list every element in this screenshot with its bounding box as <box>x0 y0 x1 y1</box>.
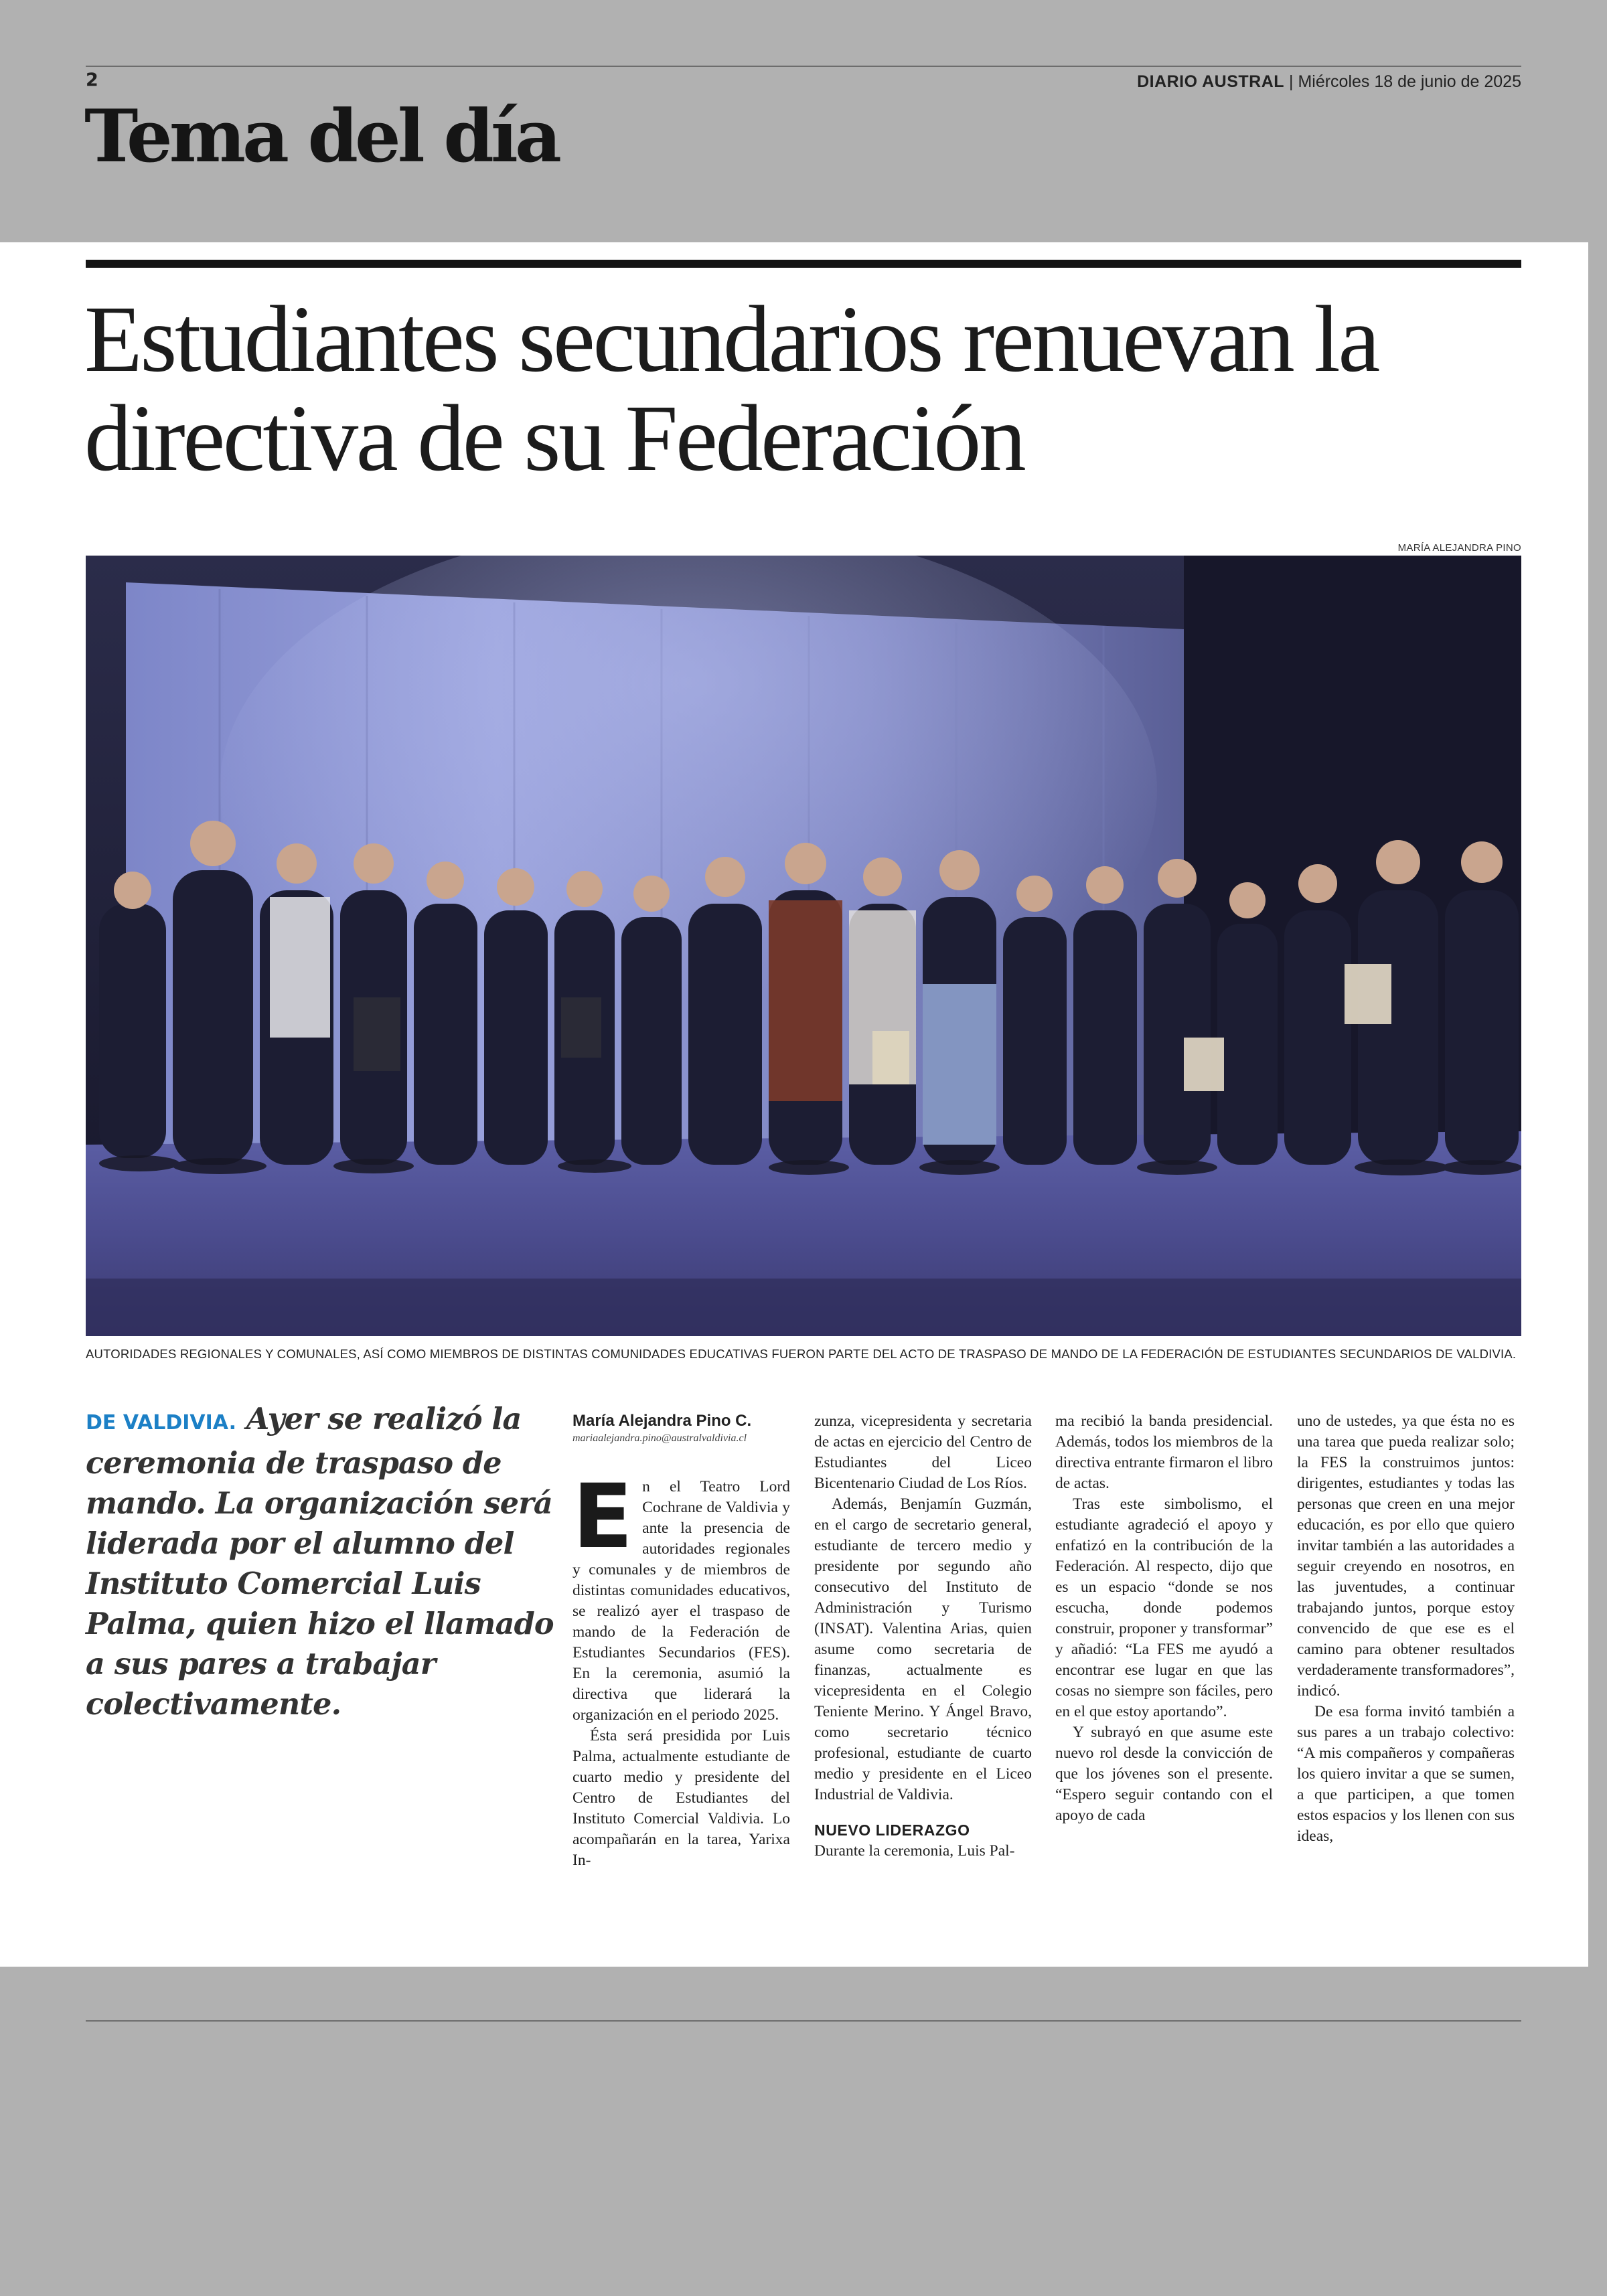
lead-text: Ayer se realizó la ceremonia de traspaso de mando. La organización será liderada por el alumno del Instituto Comercial Luis Palma, quien hizo el llamado a sus pares a trabajar colectivamente. <box>86 1402 554 1722</box>
article-column-3 <box>1055 1411 1273 1826</box>
body-paragraph: zunza, vicepresidenta y secretaria de actas en ejercicio del Centro de Estudiantes del Liceo Bicentenario Ciudad de Los Ríos. <box>814 1412 1032 1492</box>
headline-rule <box>86 260 1521 268</box>
article-lead <box>86 1399 554 1724</box>
body-paragraph: Además, Benjamín Guzmán, en el cargo de secretario general, estudiante de tercero medio y presidente por segundo año consecutivo del Instituto de Administración y Turismo (INSAT). Valentina Arias, quien asume como secretaria de finanzas, actualmente es vicepresidenta en el Colegio Teniente Merino. Y Ángel Bravo, como secretario técnico profesional, estudiante de cuarto medio y presidente en el Liceo Industrial de Valdivia. <box>814 1495 1032 1803</box>
masthead-separator: | <box>1288 72 1298 91</box>
article-column-4 <box>1297 1411 1515 1847</box>
article-photo <box>86 556 1521 1336</box>
page-number: 2 <box>86 70 98 90</box>
byline: María Alejandra Pino C. <box>572 1412 752 1430</box>
top-rule <box>86 66 1521 67</box>
publication-date: Miércoles 18 de junio de 2025 <box>1298 72 1521 91</box>
section-subhead: NUEVO LIDERAZGO <box>814 1821 970 1839</box>
lead-place: DE VALDIVIA. <box>86 1411 236 1434</box>
publication-name: DIARIO AUSTRAL <box>1137 72 1285 91</box>
article-column-2 <box>814 1411 1032 1862</box>
article-headline: Estudiantes secundarios renuevan la directiva de su Federación <box>84 286 1378 491</box>
body-paragraph: n el Teatro Lord Cochrane de Valdivia y ante la presencia de autoridades regionales y comunales y de miembros de distintas comunidades educativos, se realizó ayer el traspaso de mando de la Federación de Estudiantes Secundarios (FES). En la ceremonia, asumió la directiva que liderará la organización en el periodo 2025. <box>572 1478 790 1724</box>
body-paragraph: uno de ustedes, ya que ésta no es una tarea que pueda realizar solo; la FES la construimos juntos: dirigentes, estudiantes y todas las personas que creen en una mejor educación, es por ello que quiero invitar también a las autoridades a seguir creyendo en nosotros, en las juventudes, a continuar trabajando juntos, porque estoy convencido de que ese es el camino para obtener resultados verdaderamente transformadores”, indicó. <box>1297 1412 1515 1700</box>
byline-email: mariaalejandra.pino@australvaldivia.cl <box>572 1432 747 1444</box>
photo-caption: AUTORIDADES REGIONALES Y COMUNALES, ASÍ COMO MIEMBROS DE DISTINTAS COMUNIDADES EDUCATIVAS FUERON PARTE DEL ACTO DE TRASPASO DE MANDO DE LA FEDERACIÓN DE ESTUDIANTES SECUNDARIOS DE VALDIVIA. <box>86 1347 1517 1361</box>
body-paragraph: ma recibió la banda presidencial. Además, todos los miembros de la directiva entrante firmaron el libro de actas. <box>1055 1412 1273 1492</box>
body-paragraph: Y subrayó en que asume este nuevo rol desde la convicción de que los jóvenes son el presente. “Espero seguir contando con el apoyo de cada <box>1055 1724 1273 1824</box>
body-paragraph: Ésta será presidida por Luis Palma, actualmente estudiante de cuarto medio y presidente del Centro de Estudiantes del Instituto Comercial Valdivia. Lo acompañarán en la tarea, Yarixa In- <box>572 1727 790 1869</box>
masthead <box>1137 72 1521 92</box>
body-paragraph: Durante la ceremonia, Luis Pal- <box>814 1842 1015 1860</box>
photo-credit: MARÍA ALEJANDRA PINO <box>1397 542 1521 554</box>
section-title: Tema del día <box>84 94 558 179</box>
body-paragraph: Tras este simbolismo, el estudiante agradeció el apoyo y enfatizó en la contribución de la Federación. Al respecto, dijo que es un espacio “donde se nos escucha, donde podemos construir, proponer y transformar” y añadió: “La FES me ayudó a encontrar ese lugar en que las cosas no siempre son fáciles, pero en el que estoy aportando”. <box>1055 1495 1273 1720</box>
bottom-rule <box>86 2020 1521 2022</box>
body-paragraph: De esa forma invitó también a sus pares a un trabajo colectivo: “A mis compañeros y compañeras los quiero invitar a que se sumen, a que participen, a que tomen estos espacios y los llenen con sus ideas, <box>1297 1703 1515 1845</box>
article-column-1 <box>572 1411 790 1871</box>
drop-cap: E <box>572 1465 633 1568</box>
